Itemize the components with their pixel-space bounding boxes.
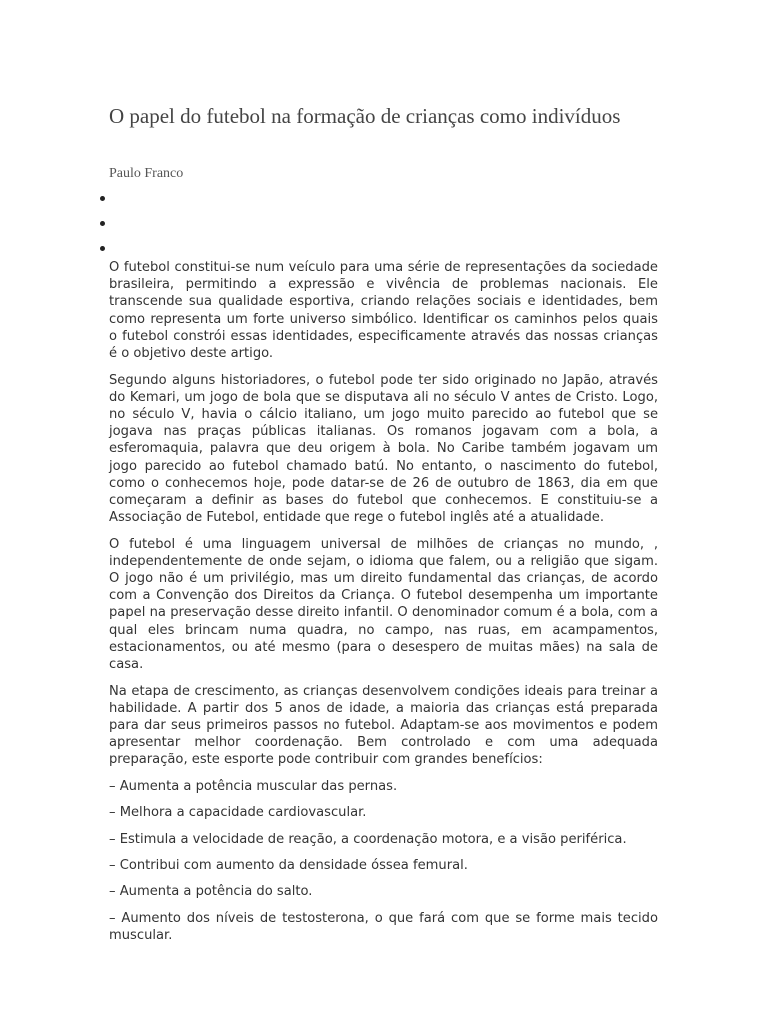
benefit-item: – Contribui com aumento da densidade óssea femural. <box>109 858 468 874</box>
benefit-item: – Melhora a capacidade cardiovascular. <box>109 805 367 821</box>
benefit-item: – Aumento dos níveis de testosterona, o que fará com que se forme mais tecido muscular. <box>109 910 658 944</box>
list-item <box>100 191 120 216</box>
benefit-item: – Estimula a velocidade de reação, a coordenação motora, e a visão periférica. <box>109 831 627 847</box>
article-body <box>109 259 658 953</box>
paragraph-history: Segundo alguns historiadores, o futebol pode ter sido originado no Japão, através do Kemari, um jogo de bola que se disputava ali no século V antes de Cristo. Logo, no século V, havia o cálcio italiano, um jogo muito parecido ao futebol que se jogava nas praças públicas italianas. Os romanos jogavam com a bola, a esferomaquia, palavra que deu origem à bola. No Caribe também jogavam um jogo parecido ao futebol chamado batú. No entanto, o nascimento do futebol, como o conhecemos hoje, pode datar-se de 26 de outubro de 1863, dia em que começaram a definir as bases do futebol que conhecemos. E constituiu-se a Associação de Futebol, entidade que rege o futebol inglês até a atualidade. <box>109 372 658 526</box>
bullet-icon <box>100 196 105 201</box>
paragraph-growth-stage: Na etapa de crescimento, as crianças desenvolvem condições ideais para treinar a habilidade. A partir dos 5 anos de idade, a maioria das crianças está preparada para dar seus primeiros passos no futebol. Adaptam-se aos movimentos e podem apresentar melhor coordenação. Bem controlado e com uma adequada preparação, este esporte pode contribuir com grandes benefícios: <box>109 683 658 768</box>
list-item <box>100 216 120 241</box>
paragraph-intro: O futebol constitui-se num veículo para uma série de representações da sociedade brasileira, permitindo a expressão e vivência de problemas nacionais. Ele transcende sua qualidade esportiva, criando relações sociais e identidades, bem como representa um forte universo simbólico. Identificar os caminhos pelos quais o futebol constrói essas identidades, especificamente através das nossas crianças é o objetivo deste artigo. <box>109 260 658 362</box>
empty-bullet-list <box>100 191 120 266</box>
bullet-icon <box>100 221 105 226</box>
benefit-item: – Aumenta a potência muscular das pernas. <box>109 778 398 794</box>
paragraph-universal-language: O futebol é uma linguagem universal de milhões de crianças no mundo, , independentemente de onde sejam, o idioma que falem, ou a religião que sigam. O jogo não é um privilégio, mas um direito fundamental das crianças, de acordo com a Convenção dos Direitos da Criança. O futebol desempenha um importante papel na preservação desse direito infantil. O denominador comum é a bola, com a qual eles brincam numa quadra, no campo, nas ruas, em acampamentos, estacionamentos, ou até mesmo (para o desespero de muitas mães) na sala de casa. <box>109 536 658 673</box>
bullet-icon <box>100 246 105 251</box>
author-name: Paulo Franco <box>109 166 184 181</box>
benefit-item: – Aumenta a potência do salto. <box>109 884 313 900</box>
article-title: O papel do futebol na formação de crianças como indivíduos <box>109 104 621 128</box>
